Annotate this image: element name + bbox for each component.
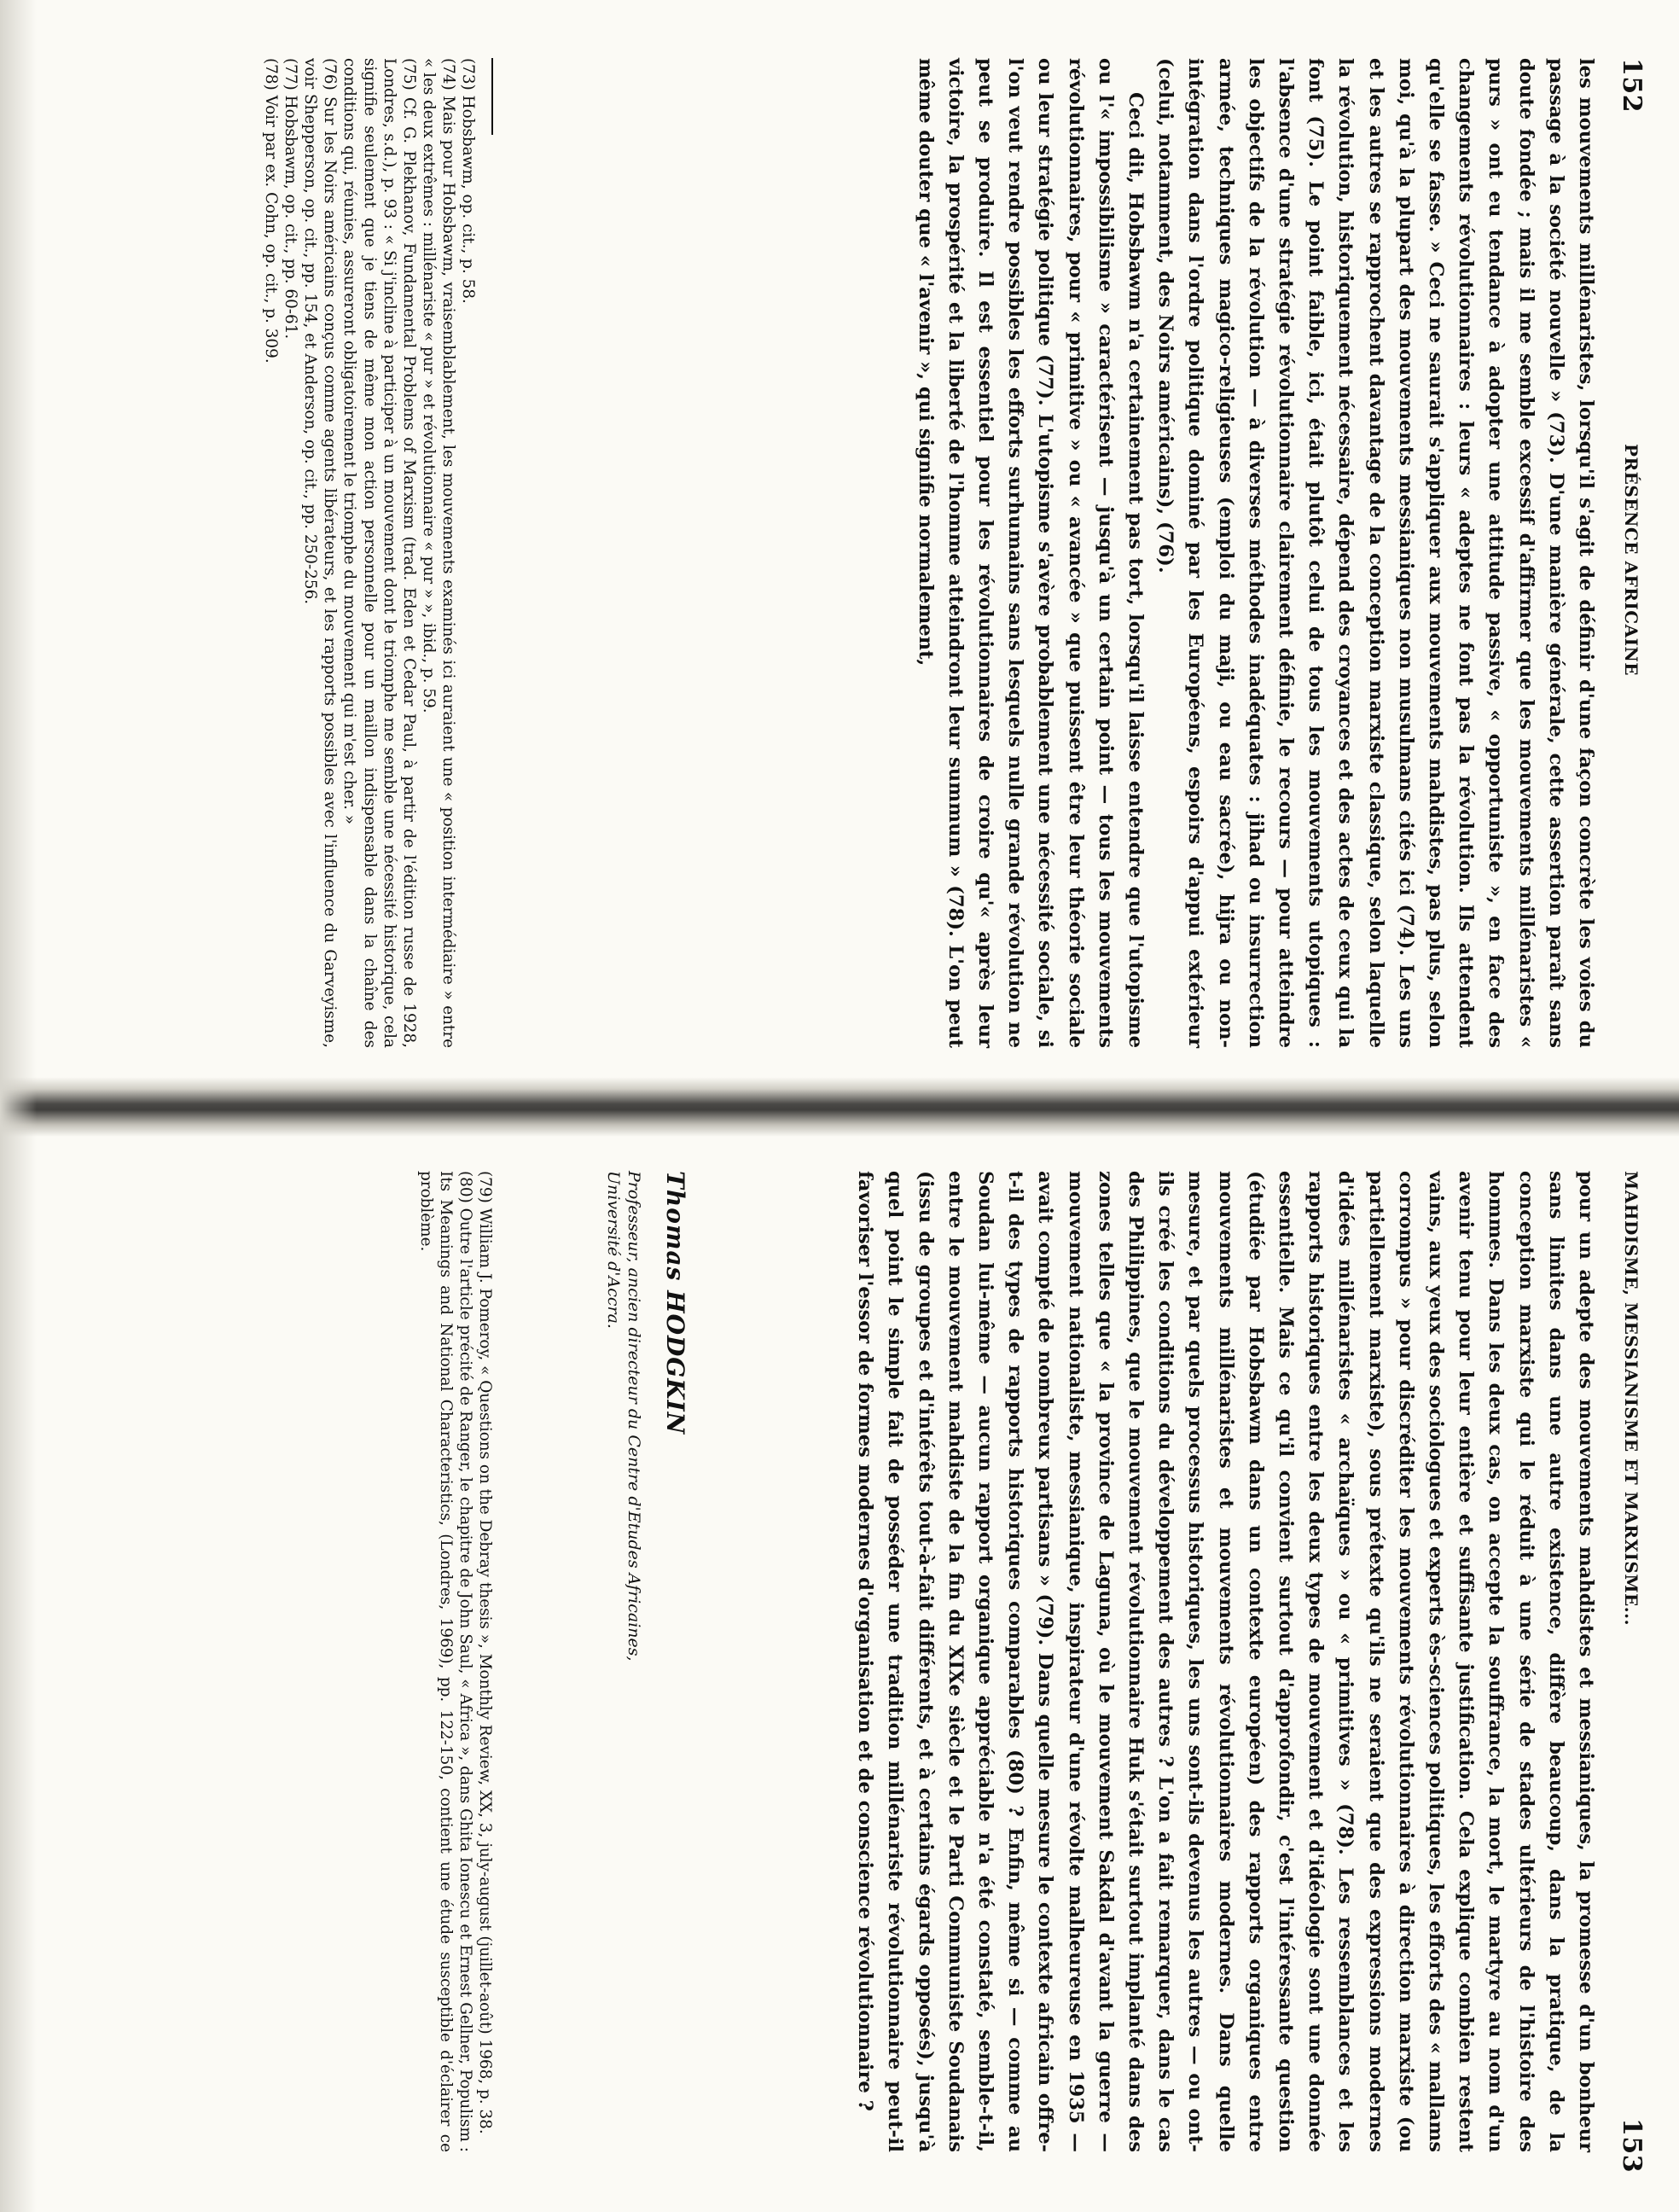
right-running-head: MAHDISME, MESSIANISME ET MARXISME...: [1621, 1171, 1641, 1627]
footnote: (73) Hobsbawm, op. cit., p. 58.: [459, 58, 477, 304]
left-footnotes: [261, 58, 478, 1048]
left-paragraph: Ceci dit, Hobsbawm n'a certainement pas tort, lorsqu'il laisse entendre que l'utopisme ou l'« impossibilisme » caractérisent — jusqu'à un certain point — tous les mouvements révolutionnaires, pour « primitive » ou « avancée » que puissent être leur théorie sociale ou leur stratégie politique (77). L'utopisme s'avère probablement une nécessité sociale, si l'on veut rendre possibles les efforts surhumains sans lesquels nulle grande révolution ne peut se produire. Il est essentiel pour les révolutionnaires de croire qu'« après leur victoire, la prospérité et la liberté de l'homme atteindront leur summum » (78). L'on peut même douter que « l'avenir », qui signifie normalement,: [914, 58, 1147, 1048]
left-running-head: PRÉSENCE AFRICAINE: [1621, 444, 1641, 677]
author-signature: [603, 1171, 689, 2152]
right-page-number: 153: [1617, 2118, 1647, 2174]
right-paragraph: pour un adepte des mouvements mahdistes et messianiques, la promesse d'un bonheur sans limites dans une autre existence, diffère beaucoup, dans la pratique, de la conception marxiste qui le réduit à une série de stades ultérieurs de l'histoire des hommes. Dans les deux cas, on accepte la souffrance, la mort, le martyre au nom d'un avenir tenu pour leur entière et suffisante justification. Cela explique combien restent vains, aux yeux des sociologues et experts ès-sciences politiques, les efforts des « mallams corrompus » pour discréditer les mouvements révolutionnaires à direction marxiste (ou partiellement marxiste), sous prétexte qu'ils ne seraient que des expressions modernes d'idées millénaristes « archaïques » ou « primitives » (78). Les ressemblances et les rapports historiques entre les deux types de mouvement et d'idéologie sont une donnée essentielle. Mais ce qu'il convient surtout d'approfondir, c'est l'intéressante question (étudiée par Hobsbawm dans un contexte européen) des rapports organiques entre mouvements millénaristes et mouvements révolutionnaires modernes. Dans quelle mesure, et par quels processus historiques, les uns sont-ils devenus les autres — ou ont-ils créé les conditions du développement des autres ? L'on a fait remarquer, dans le cas des Philippines, que le mouvement révolutionnaire Huk s'était surtout implanté dans des zones telles que « la province de Laguna, où le mouvement Sakdal d'avant la guerre — mouvement nationaliste, messianique, inspirateur d'une révolte malheureuse en 1935 — avait compté de nombreux partisans » (79). Dans quelle mesure le contexte africain offre-t-il des types de rapports historiques comparables (80) ? Enfin, même si — comme au Soudan lui-même — aucun rapport organique appréciable n'a été constaté, semble-t-il, entre le mouvement mahdiste de la fin du XIXe siècle et le Parti Communiste Soudanais (issu de groupes et d'intérêts tout-à-fait différents, et à certains égards opposés), jusqu'à quel point le simple fait de posséder une tradition millénariste révolutionnaire peut-il favoriser l'essor de formes modernes d'organisation et de conscience révolutionnaire ?: [854, 1171, 1597, 2152]
left-page-number: 152: [1617, 58, 1647, 114]
left-paragraph: les mouvements millénaristes, lorsqu'il s'agit de définir d'une façon concrète les voies du passage à la société nouvelle » (73). D'une manière générale, cette assertion paraît sans doute fondée ; mais il me semble excessif d'affirmer que les mouvements millénaristes « purs » ont eu tendance à adopter une attitude passive, « opportuniste », en face des changements révolutionnaires : leurs « adeptes ne font pas la révolution. Ils attendent qu'elle se fasse. » Ceci ne saurait s'appliquer aux mouvements mahdistes, pas plus, selon moi, qu'à la plupart des mouvements messianiques non musulmans cités ici (74). Les uns et les autres se rapprochent davantage de la conception marxiste classique, selon laquelle la révolution, historiquement nécessaire, dépend des croyances et des actes de ceux qui la font (75). Le point faible, ici, était plutôt celui de tous les mouvements utopiques : l'absence d'une stratégie révolutionnaire clairement définie, le recours — pour atteindre les objectifs de la révolution — à diverses méthodes inadéquates : jihad ou insurrection armée, techniques magico-religieuses (emploi du maji, ou eau sacrée), hijra ou non-intégration dans l'ordre politique dominé par les Européens, espoirs d'appui extérieur (celui, notamment, des Noirs américains), (76).: [1154, 58, 1597, 1048]
author-name: Thomas HODGKIN: [661, 1171, 689, 1435]
left-body: [909, 58, 1601, 1048]
footnote: (76) Sur les Noirs américains conçus comme agents libérateurs, et les rapports possibles avec l'influence du Garveyisme, voir Shepperson, op. cit., pp. 154, et Anderson, op. cit., pp. 250-256.: [301, 58, 340, 1048]
footnote: (75) Cf. G. Plekhanov, Fundamental Problems of Marxism (trad. Eden et Cedar Paul, à partir de l'édition russe de 1928, Londres, s.d.), p. 93 : « Si j'incline à participer à un mouvement dont le triomphe me semble une nécessité historique, cela signifie seulement que je tiens de même mon action personnelle pour un maillon indispensable dans la chaîne des conditions qui, réunies, assureront obligatoirement le triomphe du mouvement qui m'est cher. »: [340, 58, 418, 1048]
right-body: [850, 1171, 1601, 2152]
footnote: (80) Outre l'article précité de Ranger, le chapitre de John Saul, « Africa », dans Ghita Ionescu et Ernest Gellner, Populism : Its Meanings and National Characteristics, (Londres, 1969), pp. 122-150, contient une étude susceptible d'éclairer ce problème.: [416, 1171, 474, 2152]
footnote: (77) Hobsbawm, op. cit., pp. 60-61.: [282, 58, 300, 340]
author-title: [603, 1171, 644, 2152]
right-footnotes: [416, 1171, 495, 2152]
footnote: (74) Mais pour Hobsbawm, vraisemblablement, les mouvements examinés ici auraient une « position intermédiaire » entre « les deux extrêmes : millénariste « pur » et révolutionnaire « pur » », ibid., p. 59.: [419, 58, 457, 1048]
author-title-line: Professeur, ancien directeur du Centre d'Etudes Africaines,: [625, 1171, 643, 1662]
left-page: [0, 0, 1679, 1077]
footnote-rule: [491, 58, 493, 135]
author-title-line: Université d'Accra.: [604, 1171, 623, 1329]
book-gutter-shadow: [0, 1077, 1679, 1137]
right-page: [0, 1137, 1679, 2212]
footnote: (78) Voir par ex. Cohn, op. cit., p. 309.: [262, 58, 281, 364]
footnote: (79) William J. Pomeroy, « Questions on the Debray thesis », Monthly Review, XX, 3, july-august (juillet-août) 1968, p. 38.: [476, 1171, 494, 2134]
